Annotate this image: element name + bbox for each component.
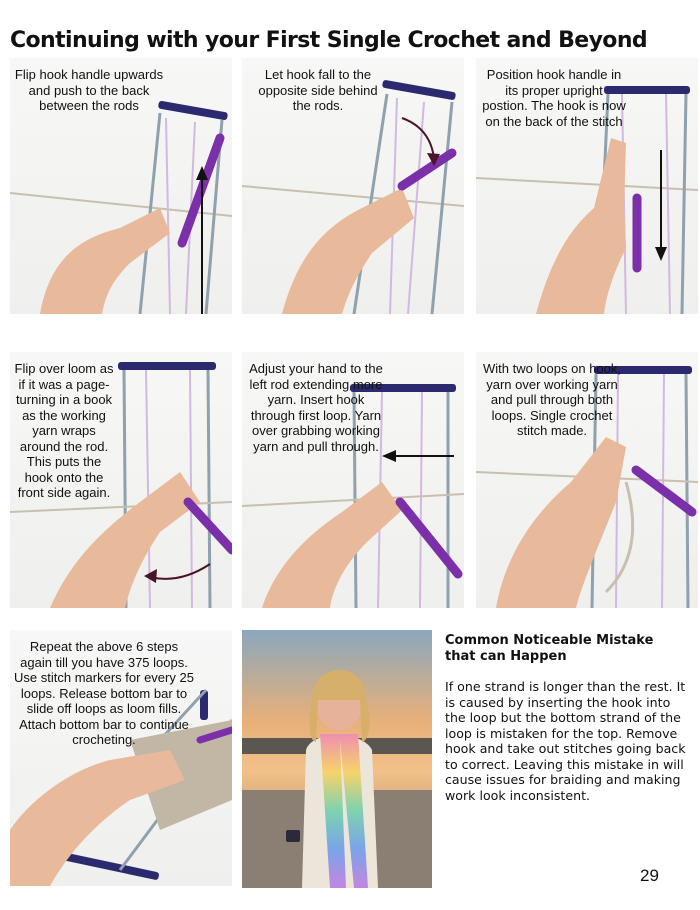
step-7-caption: Repeat the above 6 steps again till you have 375 loops. Use stitch markers for every 25 loops. Release bottom bar to slide off loops as loom fills. Attach bottom bar to continue crocheting. [14, 639, 194, 747]
step-3-panel [476, 58, 698, 314]
mistake-body-text: If one strand is longer than the rest. It is caused by inserting the hook into the loop but the bottom strand of the loop is mistaken for the top. Remove hook and take out stitches going back to correct. Leaving this mistake in will cause issues for braiding and making work look inconsistent. [445, 679, 686, 803]
step-1-caption: Flip hook handle upwards and push to the back between the rods [14, 67, 164, 113]
step-2-caption: Let hook fall to the opposite side behind the rods. [258, 67, 378, 113]
step-5-caption: Adjust your hand to the left rod extending more yarn. Insert hook through first loop. Yarn over grabbing working yarn and pull through. [249, 361, 383, 454]
step-3-caption: Position hook handle in its proper upright postion. The hook is now on the back of the stitch [482, 67, 626, 129]
step-4-caption: Flip over loom as if it was a page-turning in a book as the working yarn wraps around the rod. This puts the hook onto the front side again. [14, 361, 114, 500]
page-number: 29 [640, 866, 659, 885]
step-4-panel [10, 352, 232, 608]
step-5-panel [242, 352, 464, 608]
step-6-caption: With two loops on hook, yarn over working yarn and pull through both loops. Single crochet stitch made. [482, 361, 622, 438]
finished-scarf-photo [242, 630, 432, 888]
step-7-panel [10, 630, 232, 886]
mistake-heading: Common Noticeable Mistake that can Happen [445, 633, 654, 664]
step-1-panel [10, 58, 232, 314]
step-2-panel [242, 58, 464, 314]
scarf-photo-illustration [242, 630, 432, 888]
page-title: Continuing with your First Single Crochet and Beyond [10, 28, 648, 53]
step-6-panel [476, 352, 698, 608]
